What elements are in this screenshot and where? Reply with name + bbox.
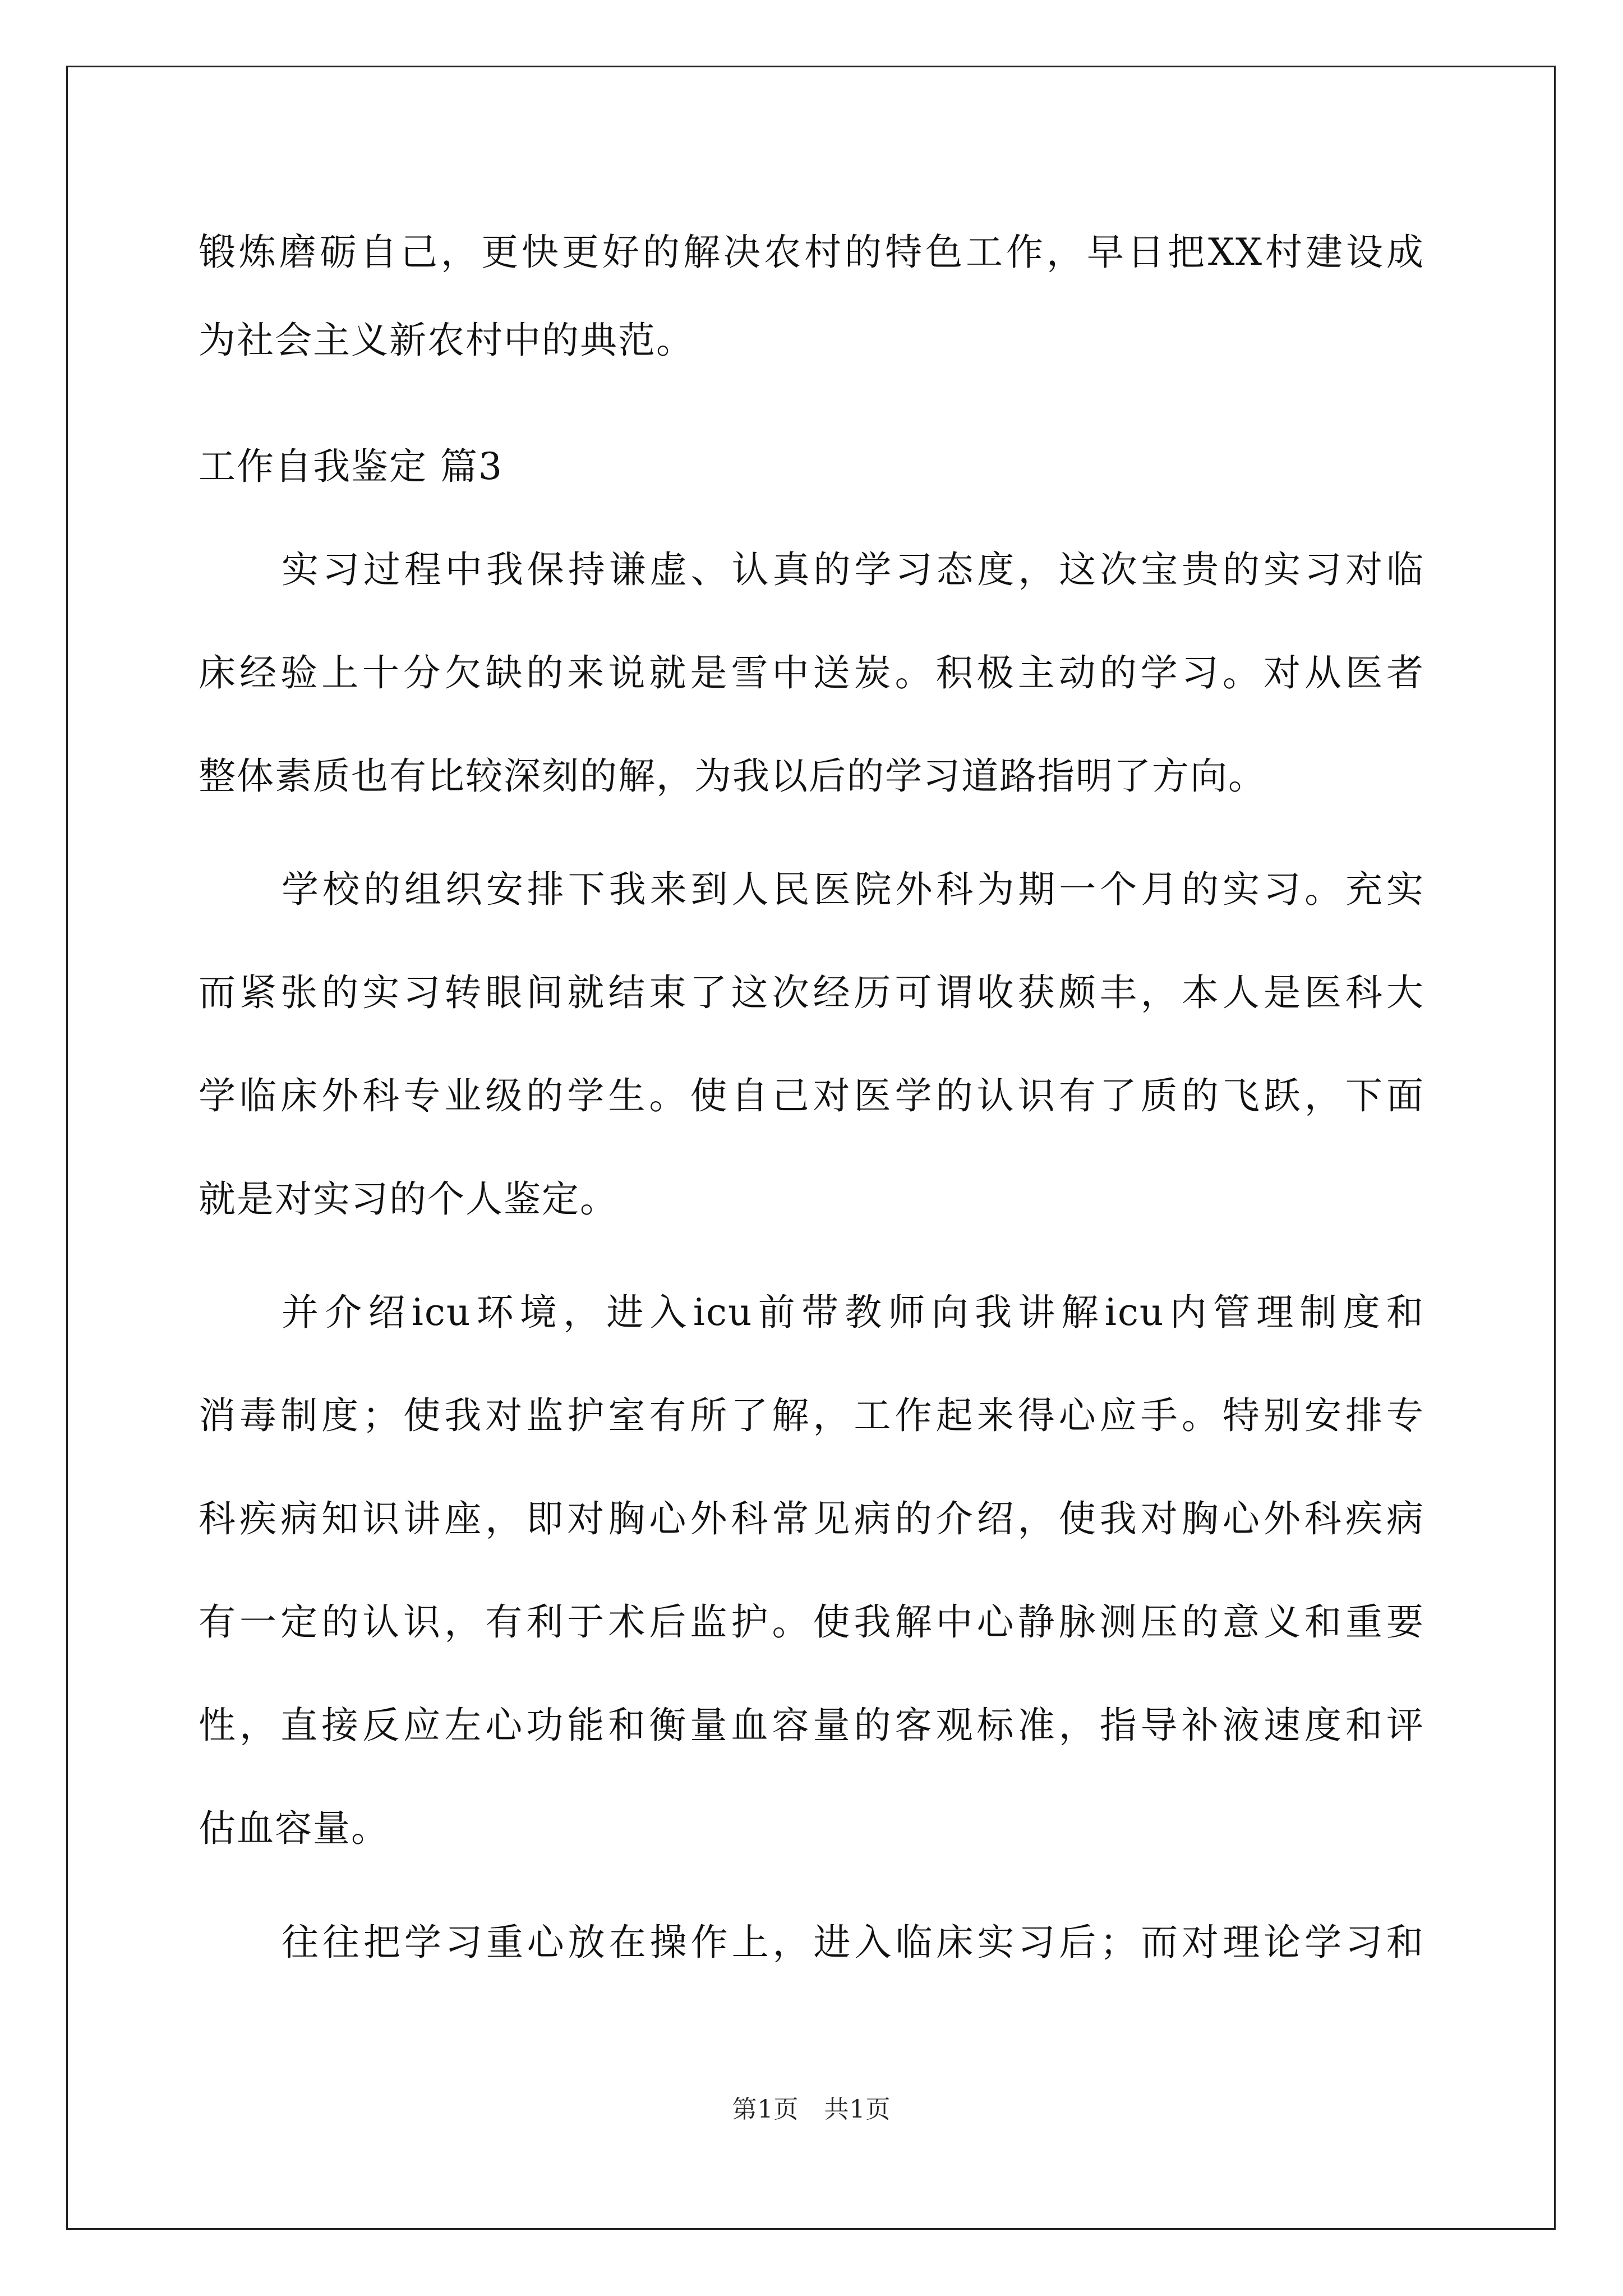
body-line: 实习过程中我保持谦虚、认真的学习态度，这次宝贵的实习对临 <box>282 548 1424 591</box>
body-line: 科疾病知识讲座，即对胸心外科常见病的介绍，使我对胸心外科疾病 <box>199 1497 1424 1540</box>
body-line: 往往把学习重心放在操作上，进入临床实习后；而对理论学习和 <box>282 1921 1424 1964</box>
page-footer: 第1页 共1页 <box>732 2095 891 2124</box>
body-line: 并介绍icu环境，进入icu前带教师向我讲解icu内管理制度和 <box>282 1291 1424 1334</box>
body-line: 有一定的认识，有利于术后监护。使我解中心静脉测压的意义和重要 <box>199 1600 1424 1644</box>
page-border <box>66 66 1556 2230</box>
body-line: 床经验上十分欠缺的来说就是雪中送炭。积极主动的学习。对从医者 <box>199 651 1424 694</box>
body-line: 整体素质也有比较深刻的解，为我以后的学习道路指明了方向。 <box>199 754 1266 798</box>
body-line: 学校的组织安排下我来到人民医院外科为期一个月的实习。充实 <box>282 868 1424 911</box>
body-line: 就是对实习的个人鉴定。 <box>199 1177 618 1221</box>
body-line: 学临床外科专业级的学生。使自己对医学的认识有了质的飞跃，下面 <box>199 1074 1424 1117</box>
body-line: 锻炼磨砺自己，更快更好的解决农村的特色工作，早日把XX村建设成 <box>199 231 1424 274</box>
body-line: 消毒制度；使我对监护室有所了解，工作起来得心应手。特别安排专 <box>199 1394 1424 1437</box>
body-line: 性，直接反应左心功能和衡量血容量的客观标准，指导补液速度和评 <box>199 1704 1424 1747</box>
body-line: 估血容量。 <box>199 1807 389 1850</box>
section-heading: 工作自我鉴定 篇3 <box>199 445 503 488</box>
body-line: 为社会主义新农村中的典范。 <box>199 319 694 362</box>
body-line: 而紧张的实习转眼间就结束了这次经历可谓收获颇丰，本人是医科大 <box>199 971 1424 1014</box>
